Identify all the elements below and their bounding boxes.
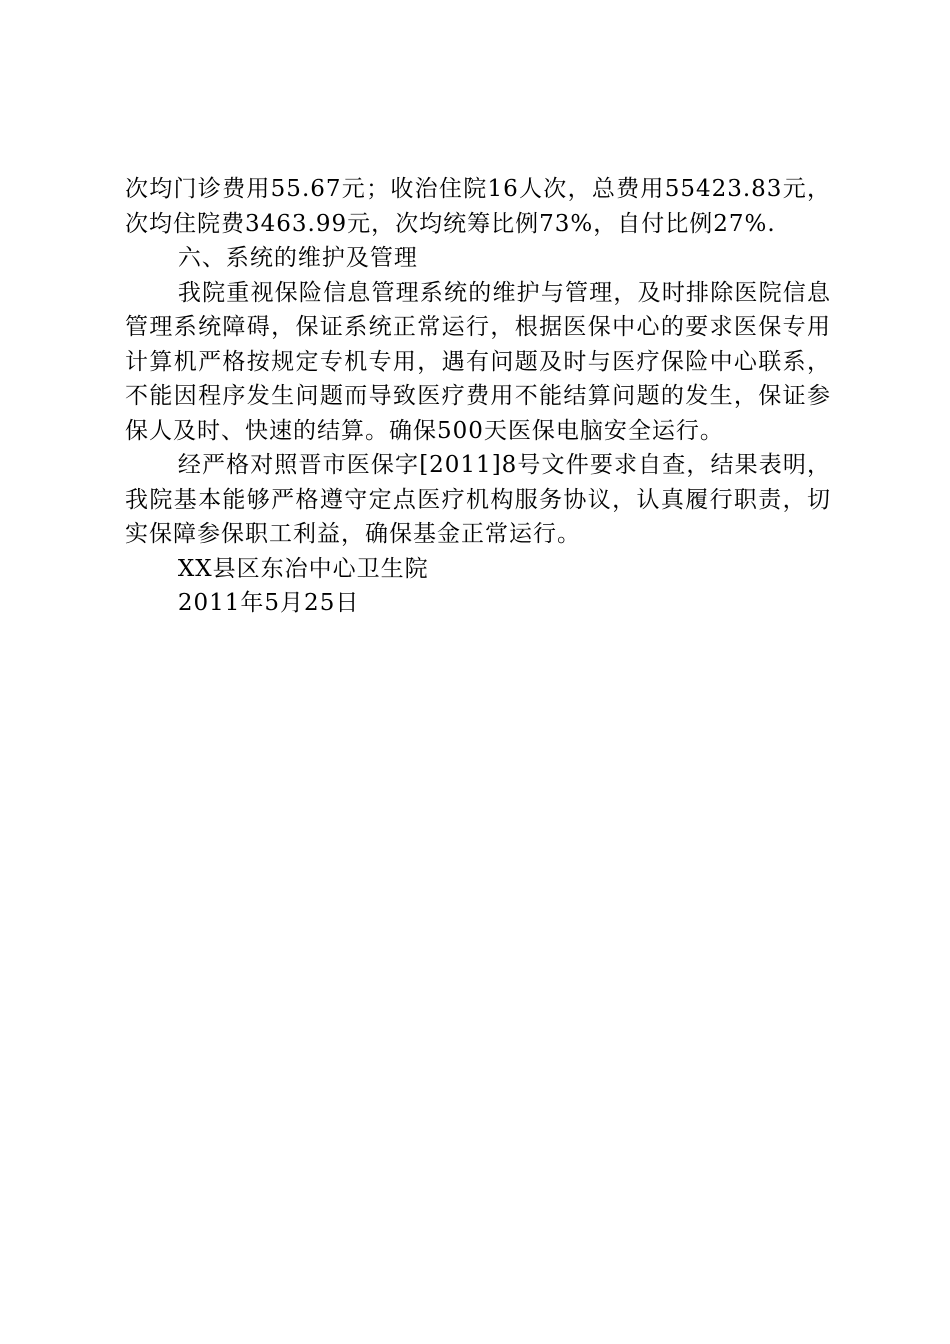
document-page [125, 172, 831, 621]
section-heading-system-maintenance: 六、系统的维护及管理 [177, 245, 418, 271]
signature-organization: XX县区东冶中心卫生院 [177, 555, 429, 582]
paragraph-expense-stats: 次均门诊费用55.67元；收治住院16人次，总费用55423.83元，次均住院费3463.99元，次均统筹比例73%，自付比例27%. [125, 176, 831, 237]
paragraph-self-inspection-conclusion: 经严格对照晋市医保字[2011]8号文件要求自查，结果表明，我院基本能够严格遵守定点医疗机构服务协议，认真履行职责，切实保障参保职工利益，确保基金正常运行。 [125, 452, 831, 547]
paragraph-system-maintenance: 我院重视保险信息管理系统的维护与管理，及时排除医院信息管理系统障碍，保证系统正常运行，根据医保中心的要求医保专用计算机严格按规定专机专用，遇有问题及时与医疗保险中心联系，不能因程序发生问题而导致医疗费用不能结算问题的发生，保证参保人及时、快速的结算。确保500天医保电脑安全运行。 [125, 279, 831, 444]
signature-date: 2011年5月25日 [177, 590, 360, 616]
